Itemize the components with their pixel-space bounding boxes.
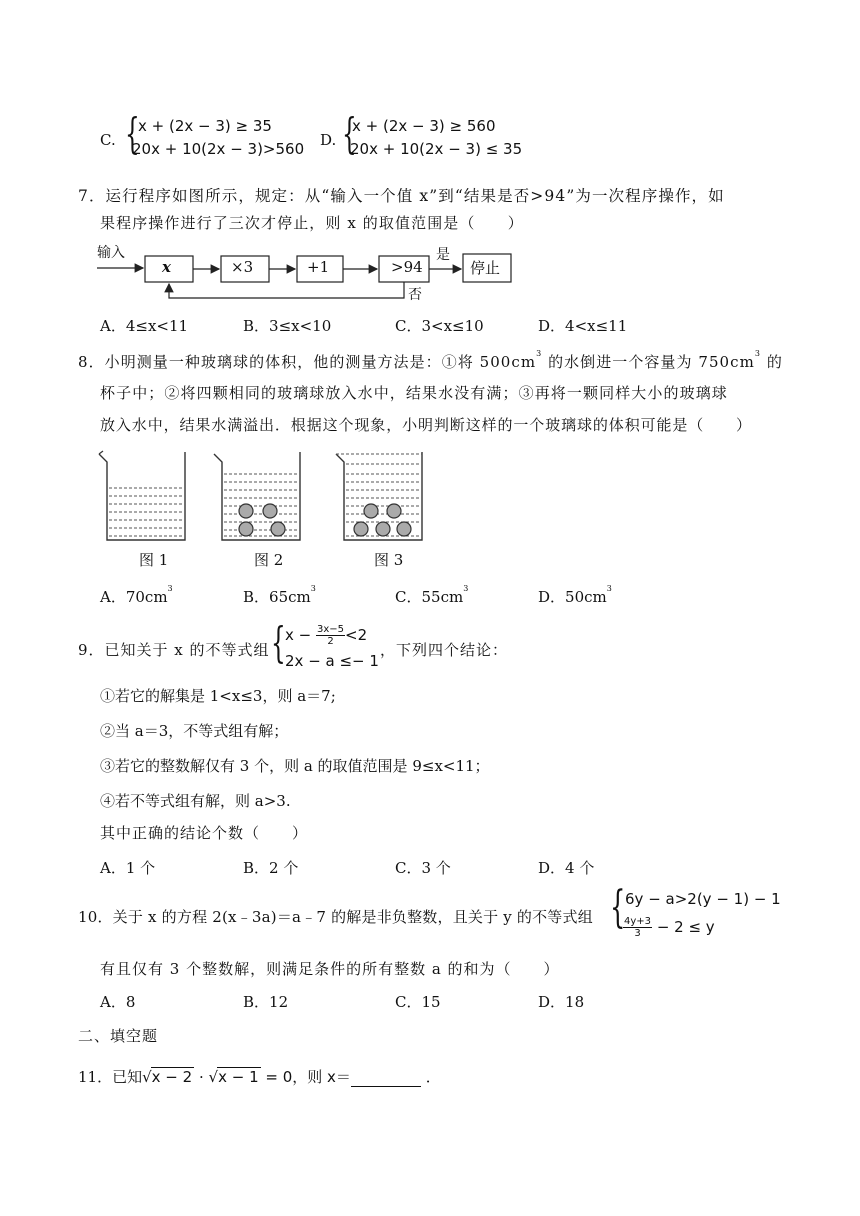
figure-3-caption: 图 3: [374, 551, 404, 569]
q7-option-a: A．4≤x<11: [100, 317, 189, 335]
q9-item-4: ④若不等式组有解，则 a>3.: [100, 792, 291, 810]
section-heading: 二、填空题: [78, 1027, 159, 1045]
system-brace: {: [125, 109, 140, 158]
q10-system-line1: 6y − a>2(y − 1) − 1: [625, 890, 781, 908]
beaker-figures: [93, 448, 433, 546]
option-c-line2: 20x + 10(2x − 3)>560: [132, 140, 305, 158]
flow-box-x: x: [162, 258, 171, 276]
q8-option-d: D．$50cm^3$: [538, 584, 612, 606]
q10-option-c: C．15: [395, 993, 441, 1011]
q9-suffix: ，下列四个结论：: [380, 641, 509, 659]
system-brace: {: [610, 882, 626, 933]
q7-option-b: B．3≤x<10: [243, 317, 332, 335]
option-d-label: D.: [320, 131, 337, 149]
system-brace: {: [271, 618, 286, 667]
answer-blank[interactable]: [351, 1072, 421, 1087]
q7-option-c: C．3<x≤10: [395, 317, 484, 335]
q9-option-c: C．3 个: [395, 859, 451, 877]
beaker-1: [99, 451, 185, 540]
beaker-2: [214, 452, 300, 540]
q10-option-d: D．18: [538, 993, 585, 1011]
q11-line: 11．已知√x − 2 · √x − 1 = 0，则 x＝ ．: [78, 1068, 441, 1086]
q8-option-b: B．$65cm^3$: [243, 584, 316, 606]
q8-option-a: A．$70cm^3$: [100, 584, 173, 606]
q8-line2: 杯子中；②将四颗相同的玻璃球放入水中，结果水没有满；③再将一颗同样大小的玻璃球: [100, 384, 728, 402]
option-c-label: C.: [100, 131, 116, 149]
option-d-line2: 20x + 10(2x − 3) ≤ 35: [350, 140, 523, 158]
q9-option-a: A．1 个: [100, 859, 156, 877]
q8-line3: 放入水中，结果水满溢出．根据这个现象，小明判断这样的一个玻璃球的体积可能是（ ）: [100, 416, 752, 434]
flow-box-times3: ×3: [231, 258, 254, 276]
flow-input-label: 输入: [97, 245, 125, 261]
option-c-line1: x + (2x − 3) ≥ 35: [138, 117, 272, 135]
flow-box-plus1: +1: [307, 258, 330, 276]
flow-no-label: 否: [408, 287, 422, 303]
q10-option-a: A．8: [100, 993, 136, 1011]
system-brace: {: [342, 109, 357, 158]
q9-item-2: ②当 a＝3，不等式组有解；: [100, 722, 289, 740]
flow-stop-box-label: 停止: [470, 259, 501, 277]
flow-yes-label: 是: [436, 247, 450, 263]
q7-option-d: D．4<x≤11: [538, 317, 628, 335]
q9-system-line1: x − $\frac{3x-5}{2}$ <2: [285, 624, 368, 647]
q10-option-b: B．12: [243, 993, 289, 1011]
q8-option-c: C．$55cm^3$: [395, 584, 469, 606]
q9-prefix: 9．已知关于 x 的不等式组: [78, 641, 270, 659]
q10-line2: 有且仅有 3 个整数解，则满足条件的所有整数 a 的和为（ ）: [100, 960, 560, 978]
q10-line1: 10．关于 x 的方程 2(x﹣3a)＝a﹣7 的解是非负整数，且关于 y 的不等式组: [78, 908, 593, 926]
q9-option-b: B．2 个: [243, 859, 299, 877]
q9-system-line2: 2x − a ≤− 1: [285, 652, 379, 670]
flow-box-gt94: >94: [391, 258, 423, 276]
figure-1-caption: 图 1: [139, 551, 169, 569]
q9-item-1: ①若它的解集是 1<x≤3，则 a＝7;: [100, 687, 336, 705]
figure-2-caption: 图 2: [254, 551, 284, 569]
program-flowchart: [95, 242, 515, 304]
q8-line1: 8．小明测量一种玻璃球的体积，他的测量方法是：①将 $500cm^3$ 的水倒进一个容量为 $750cm^3$ 的: [78, 349, 783, 371]
q9-item-3: ③若它的整数解仅有 3 个，则 a 的取值范围是 9≤x<11；: [100, 757, 490, 775]
q7-line1: 7．运行程序如图所示，规定：从“输入一个值 x”到“结果是否>94”为一次程序操作，如: [78, 187, 725, 205]
beaker-3: [336, 452, 422, 540]
q9-question: 其中正确的结论个数（ ）: [100, 824, 309, 842]
q7-line2: 果程序操作进行了三次才停止，则 x 的取值范围是（ ）: [100, 214, 524, 232]
option-d-line1: x + (2x − 3) ≥ 560: [352, 117, 496, 135]
q10-system-line2: $\frac{4y+3}{3}$ − 2 ≤ y: [624, 916, 715, 939]
q9-option-d: D．4 个: [538, 859, 595, 877]
